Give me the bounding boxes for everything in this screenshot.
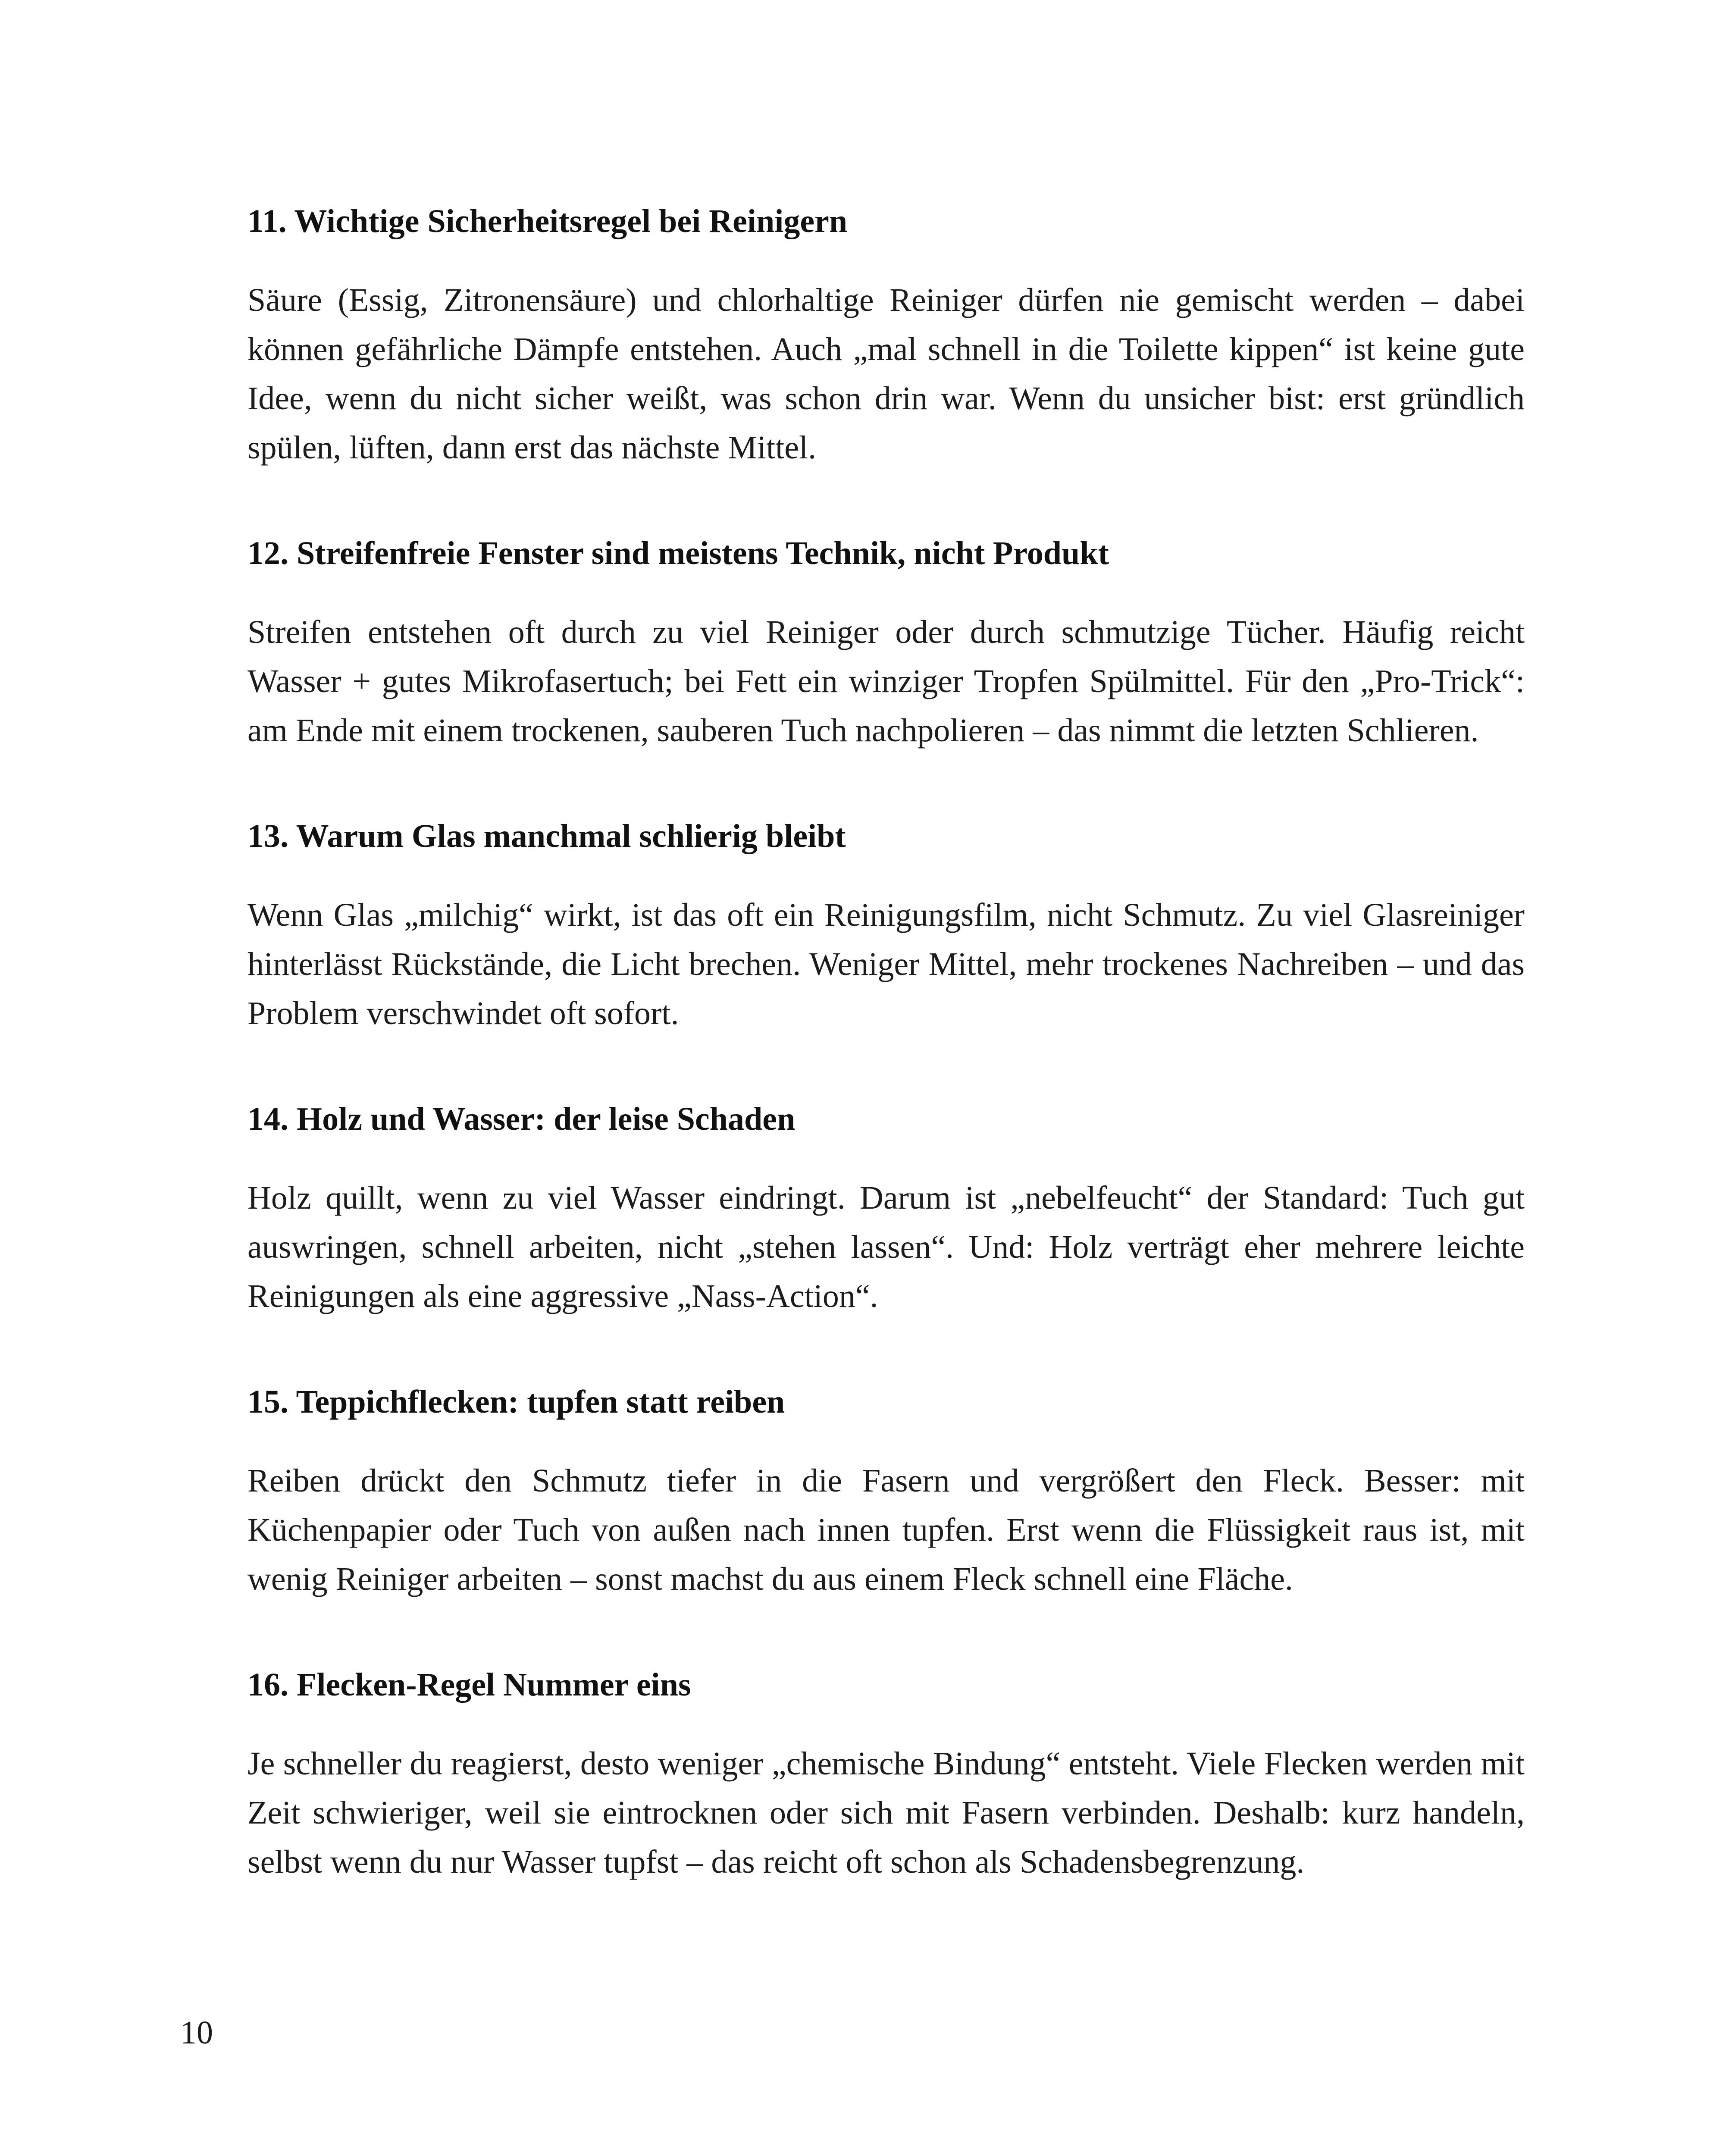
section-14 xyxy=(247,1098,1525,1321)
section-body: Holz quillt, wenn zu viel Wasser eindringt. Darum ist „nebelfeucht“ der Standard: Tuch gut auswringen, schnell arbeiten, nicht „stehen lassen“. Und: Holz verträgt eher mehrere leichte Reinigungen als eine aggressive „Nass-Action“. xyxy=(247,1180,1525,1314)
section-heading: 13. Warum Glas manchmal schlierig bleibt xyxy=(247,818,846,854)
section-body: Wenn Glas „milchig“ wirkt, ist das oft ein Reinigungsfilm, nicht Schmutz. Zu viel Glasreiniger hinterlässt Rückstände, die Licht brechen. Weniger Mittel, mehr trockenes Nachreiben – und das Problem verschwindet oft sofort. xyxy=(247,897,1525,1031)
section-11 xyxy=(247,201,1525,472)
section-heading: 12. Streifenfreie Fenster sind meistens Technik, nicht Produkt xyxy=(247,535,1109,571)
section-heading: 11. Wichtige Sicherheitsregel bei Reinigern xyxy=(247,203,848,239)
section-heading: 16. Flecken-Regel Nummer eins xyxy=(247,1667,691,1703)
page-number: 10 xyxy=(180,2015,213,2051)
section-body: Säure (Essig, Zitronensäure) und chlorhaltige Reiniger dürfen nie gemischt werden – dabei können gefährliche Dämpfe entstehen. Auch „mal schnell in die Toilette kippen“ ist keine gute Idee, wenn du nicht sicher weißt, was schon drin war. Wenn du unsicher bist: erst gründlich spülen, lüften, dann erst das nächste Mittel. xyxy=(247,282,1525,466)
section-15 xyxy=(247,1381,1525,1604)
section-16 xyxy=(247,1664,1525,1887)
section-13 xyxy=(247,815,1525,1038)
page-content xyxy=(247,201,1525,1947)
section-body: Je schneller du reagierst, desto weniger „chemische Bindung“ entsteht. Viele Flecken werden mit Zeit schwieriger, weil sie eintrocknen oder sich mit Fasern verbinden. Deshalb: kurz handeln, selbst wenn du nur Wasser tupfst – das reicht oft schon als Schadensbegrenzung. xyxy=(247,1745,1525,1880)
section-heading: 14. Holz und Wasser: der leise Schaden xyxy=(247,1101,796,1137)
section-body: Reiben drückt den Schmutz tiefer in die Fasern und vergrößert den Fleck. Besser: mit Küchenpapier oder Tuch von außen nach innen tupfen. Erst wenn die Flüssigkeit raus ist, mit wenig Reiniger arbeiten – sonst machst du aus einem Fleck schnell eine Fläche. xyxy=(247,1463,1525,1597)
section-heading: 15. Teppichflecken: tupfen statt reiben xyxy=(247,1384,785,1420)
section-body: Streifen entstehen oft durch zu viel Reiniger oder durch schmutzige Tücher. Häufig reicht Wasser + gutes Mikrofasertuch; bei Fett ein winziger Tropfen Spülmittel. Für den „Pro-Trick“: am Ende mit einem trockenen, sauberen Tuch nachpolieren – das nimmt die letzten Schlieren. xyxy=(247,614,1525,749)
section-12 xyxy=(247,533,1525,755)
